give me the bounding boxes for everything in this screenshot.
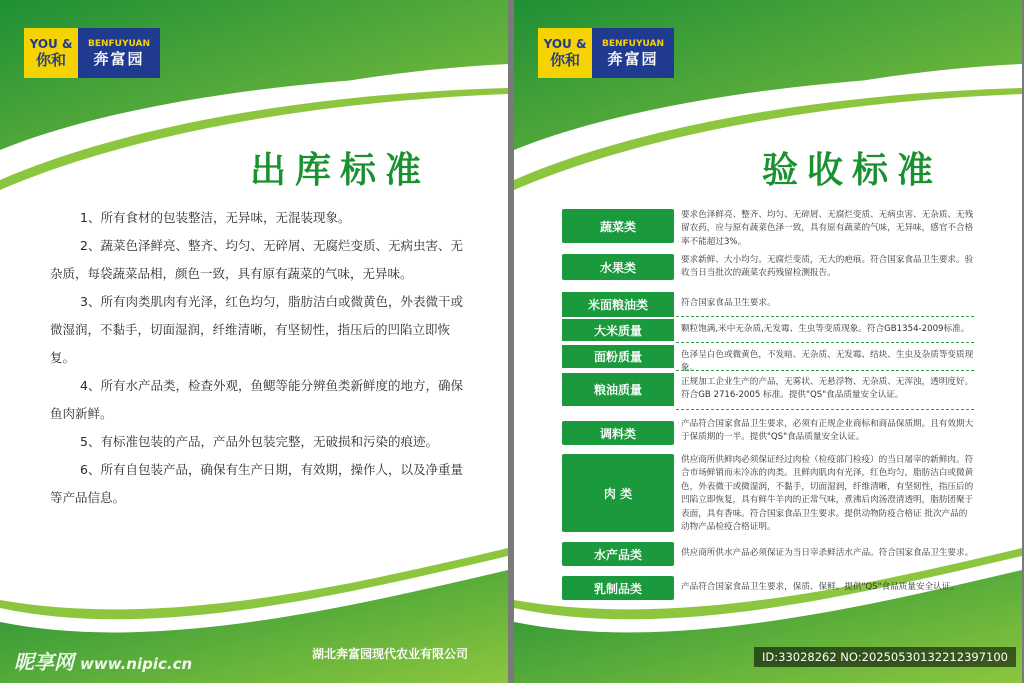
watermark-text: 昵享网	[14, 650, 74, 674]
row-divider	[676, 370, 974, 371]
category-description: 要求新鲜、大小均匀。无腐烂变质，无大的疤痕。符合国家食品卫生要求。验收当日当批次的蔬菜农药残留检测报告。	[681, 255, 974, 279]
row-divider	[676, 409, 974, 410]
category-description: 颗粒饱满,米中无杂质,无发霉、生虫等变质现象。符合GB1354-2009标准。	[681, 324, 970, 334]
company-name: 湖北奔富园现代农业有限公司	[312, 647, 469, 661]
category-description: 供应商所供鲜肉必须保证经过肉检（检疫部门检疫）的当日屠宰的新鲜肉。符合市场鲜销而未冷冻的肉类。且鲜肉肌肉有光泽，红色均匀，脂肪洁白或微黄色，外表微干或微湿润，不黏手，切面湿润，纤维清晰，有坚韧性，指压后的凹陷立即恢复，具有鲜牛羊肉的正常气味，煮沸后肉汤澄清透明，脂肪团聚于表面，具有香味。符合国家食品卫生要求。提供动物防疫合格证 批次产品的动物产品检疫合格证明。	[681, 455, 974, 533]
category-label: 大米质量	[562, 319, 674, 341]
outbound-standard-list	[50, 204, 470, 512]
category-label: 水产品类	[562, 542, 674, 566]
category-description: 供应商所供水产品必须保证为当日宰杀鲜活水产品。符合国家食品卫生要求。	[681, 548, 974, 558]
row-divider	[676, 342, 974, 343]
acceptance-standard-panel	[514, 0, 1022, 683]
category-label: 蔬菜类	[562, 209, 674, 243]
logo-brand-en: BENFUYUAN	[601, 39, 665, 49]
category-label: 肉 类	[562, 454, 674, 532]
watermark	[14, 646, 192, 675]
logo-text-en: YOU &	[543, 37, 587, 51]
watermark-url: www.nipic.cn	[80, 655, 193, 673]
list-item: 4、所有水产品类，检查外观，鱼鳃等能分辨鱼类新鲜度的地方，确保鱼肉新鲜。	[50, 378, 463, 421]
logo-text-cn: 你和	[35, 51, 66, 69]
outbound-standard-panel	[0, 0, 508, 683]
logo-brand-en: BENFUYUAN	[87, 39, 151, 49]
category-label: 乳制品类	[562, 576, 674, 600]
category-label: 米面粮油类	[562, 292, 674, 317]
category-label: 面粉质量	[562, 345, 674, 368]
brand-logo	[538, 28, 674, 78]
logo-text-cn: 你和	[549, 51, 580, 69]
category-description: 正规加工企业生产的产品，无雾状、无悬浮物、无杂质、无浑浊，透明度好。符合GB 2716-2005 标准。提供"QS"食品质量安全认证。	[681, 377, 974, 401]
category-description: 产品符合国家食品卫生要求，必须有正规企业商标和商品保质期。且有效期大于保质期的一半。提供"QS"食品质量安全认证。	[681, 419, 974, 443]
list-item: 2、蔬菜色泽鲜亮、整齐、均匀、无碎屑、无腐烂变质、无病虫害、无杂质，每袋蔬菜品相，颜色一致，具有原有蔬菜的气味，无异味。	[50, 238, 463, 281]
category-label: 调料类	[562, 421, 674, 445]
list-item: 1、所有食材的包装整洁，无异味，无混装现象。	[80, 210, 351, 225]
brand-logo	[24, 28, 160, 78]
page-title: 出库标准	[250, 150, 431, 191]
logo-brand-cn: 奔富园	[607, 50, 659, 68]
row-divider	[676, 316, 974, 317]
list-item: 5、有标准包装的产品，产品外包装完整，无破损和污染的痕迹。	[80, 434, 438, 449]
list-item: 3、所有肉类肌肉有光泽，红色均匀，脂肪洁白或微黄色，外表微干或微湿润，不黏手，切面湿润，纤维清晰，有坚韧性，指压后的凹陷立即恢复。	[50, 294, 463, 365]
logo-text-en: YOU &	[29, 37, 73, 51]
category-description: 色泽呈白色或微黄色，不发暗、无杂质、无发霉、结块、生虫及杂质等变质现象。	[681, 350, 974, 374]
list-item: 6、所有自包装产品，确保有生产日期，有效期，操作人，以及净重量等产品信息。	[50, 462, 463, 505]
category-label: 粮油质量	[562, 373, 674, 406]
watermark-id: ID:33028262 NO:20250530132212397100	[754, 647, 1016, 667]
category-label: 水果类	[562, 254, 674, 280]
category-description: 符合国家食品卫生要求。	[681, 298, 776, 308]
page-title: 验收标准	[762, 150, 943, 191]
category-description: 产品符合国家食品卫生要求，保质、保鲜。提供"QS"食品质量安全认证。	[681, 582, 959, 592]
logo-brand-cn: 奔富园	[93, 50, 145, 68]
category-description: 要求色泽鲜亮、整齐、均匀、无碎屑、无腐烂变质、无病虫害、无杂质、无残留农药，应与原有蔬菜色泽一致，具有原有蔬菜的气味，无异味，感官不合格率不能超过3%。	[681, 210, 974, 247]
